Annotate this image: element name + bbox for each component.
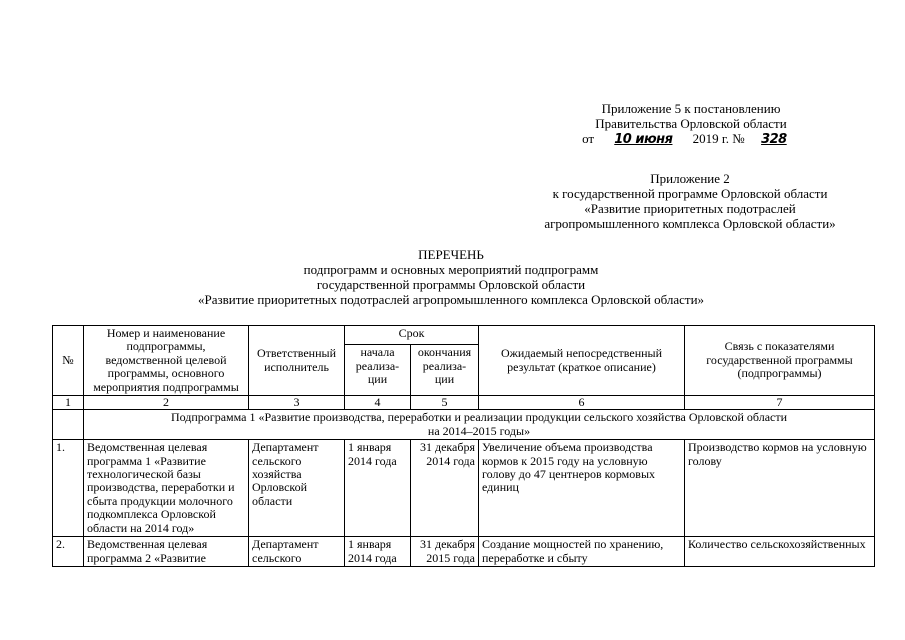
appendix2-line-1: Приложение 2: [650, 171, 730, 186]
header-name: Номер и наименование подпрограммы, ведомственной целевой программы, основного мероприятия подпрограммы: [84, 326, 249, 396]
resolution-appendix-header: [560, 101, 822, 147]
appendix2-line-4: агропромышленного комплекса Орловской области»: [544, 216, 836, 231]
row-link: Производство кормов на условную голову: [685, 440, 875, 537]
row-executor: Департамент сельского: [249, 537, 345, 567]
handwritten-date: 10 июня: [614, 132, 673, 147]
header-result: Ожидаемый непосредственный результат (краткое описание): [479, 326, 685, 396]
subprogram-line-1: Подпрограмма 1 «Развитие производства, переработки и реализации продукции сельского хозяйства Орловской области: [170, 410, 788, 425]
appendix-line-2: Правительства Орловской области: [595, 116, 787, 131]
row-name: Ведомственная целевая программа 1 «Развитие технологической базы производства, переработки и сбыта продукции молочного подкомплекса Орловской области на 2014 год»: [84, 440, 249, 537]
header-row-1: [53, 326, 875, 345]
program-appendix-header: [515, 171, 865, 231]
table-row: [53, 537, 875, 567]
row-result: Создание мощностей по хранению, переработке и сбыту: [479, 537, 685, 567]
row-end: 31 декабря 2014 года: [411, 440, 479, 537]
document-title: [150, 247, 752, 307]
header-end: окончания реализа-ции: [411, 345, 479, 396]
col-number: 1: [53, 396, 84, 410]
table-row: [53, 440, 875, 537]
title-heading: ПЕРЕЧЕНЬ: [418, 247, 484, 262]
appendix-date-line: [560, 131, 822, 147]
subprogram-title: [84, 410, 875, 440]
col-number: 4: [345, 396, 411, 410]
header-link: Связь с показателями государственной программы (подпрограммы): [685, 326, 875, 396]
column-numbers-row: [53, 396, 875, 410]
from-label: от: [582, 131, 595, 146]
handwritten-number: 328: [761, 132, 787, 147]
title-line-1: подпрограмм и основных мероприятий подпрограмм: [303, 262, 599, 277]
title-line-2: государственной программы Орловской области: [316, 277, 586, 292]
appendix-line-1: Приложение 5 к постановлению: [601, 101, 781, 116]
subprogram-row: [53, 410, 875, 440]
header-start: начала реализа-ции: [345, 345, 411, 396]
row-end: 31 декабря 2015 года: [411, 537, 479, 567]
row-name: Ведомственная целевая программа 2 «Развитие: [84, 537, 249, 567]
header-term: Срок: [345, 326, 479, 345]
row-start: 1 января 2014 года: [345, 440, 411, 537]
row-no: 1.: [53, 440, 84, 537]
row-executor: Департамент сельского хозяйства Орловской области: [249, 440, 345, 537]
year-number-label: 2019 г. №: [692, 131, 745, 146]
title-line-3: «Развитие приоритетных подотраслей агропромышленного комплекса Орловской области»: [197, 292, 705, 307]
col-number: 6: [479, 396, 685, 410]
subprogram-spacer: [53, 410, 84, 440]
col-number: 2: [84, 396, 249, 410]
row-result: Увеличение объема производства кормов к 2015 году на условную голову до 47 центнеров кормовых единиц: [479, 440, 685, 537]
col-number: 5: [411, 396, 479, 410]
header-executor: Ответственный исполнитель: [249, 326, 345, 396]
subprograms-table: [52, 325, 875, 567]
col-number: 3: [249, 396, 345, 410]
row-link: Количество сельскохозяйственных: [685, 537, 875, 567]
col-number: 7: [685, 396, 875, 410]
row-no: 2.: [53, 537, 84, 567]
subprogram-line-2: на 2014–2015 годы»: [427, 423, 531, 438]
appendix2-line-3: «Развитие приоритетных подотраслей: [584, 201, 796, 216]
row-start: 1 января 2014 года: [345, 537, 411, 567]
header-no: №: [53, 326, 84, 396]
appendix2-line-2: к государственной программе Орловской области: [552, 186, 828, 201]
